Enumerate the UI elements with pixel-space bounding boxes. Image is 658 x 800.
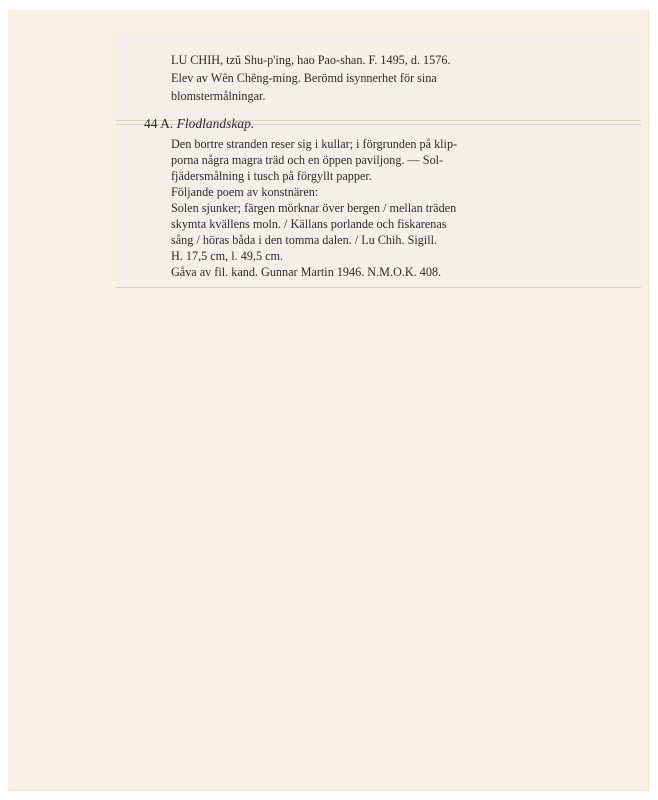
entry-title: Flodlandskap. [176,116,255,131]
entry-line-4: Följande poem av konstnären: [171,185,319,199]
entry-line-5: Solen sjunker; färgen mörknar över bergen / mellan träden [171,201,457,215]
entry-line-7: sång / höras båda i den tomma dalen. / Lu Chih. Sigill. [171,233,438,247]
artist-line-3: blomstermålningar. [171,89,266,103]
artist-line-2: Elev av Wên Chêng-ming. Berömd isynnerhet för sina [171,71,437,85]
entry-line-3: fjädersmålning i tusch på förgyllt papper. [171,169,372,183]
entry-line-6: skymta kvällens moln. / Källans porlande och fiskarenas [171,217,447,231]
entry-line-2: porna några magra träd och en öppen paviljong. — Sol- [171,153,444,167]
entry-line-9: Gåva av fil. kand. Gunnar Martin 1946. N.M.O.K. 408. [171,265,442,279]
artist-line-1: LU CHIH, tzŭ Shu-p'ing, hao Pao-shan. F. 1495, d. 1576. [171,53,451,67]
entry-line-8: H. 17,5 cm, l. 49,5 cm. [171,249,284,263]
entry-number: 44 A. [144,116,174,131]
entry-heading [144,116,254,132]
entry-line-1: Den bortre stranden reser sig i kullar; i förgrunden på klip- [171,137,458,151]
